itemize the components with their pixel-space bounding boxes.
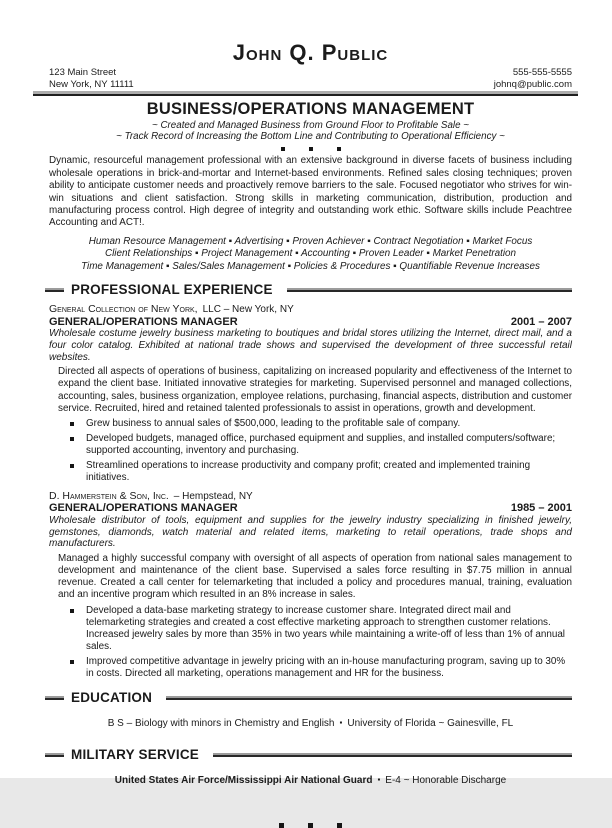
- job-entry-2: [49, 491, 572, 680]
- keywords-block: [49, 236, 572, 274]
- keywords-line-3: Time Management ▪ Sales/Sales Management ▪ Policies & Procedures ▪ Quantifiable Revenue Increases: [81, 260, 540, 272]
- job-bullet-list: [49, 418, 572, 484]
- job-bullet: Developed budgets, managed office, purchased equipment and supplies, and installed computers/software; supported accounting, inventory and purchasing.: [49, 433, 572, 457]
- military-line: [49, 774, 572, 787]
- section-title-military: MILITARY SERVICE: [71, 747, 199, 763]
- job-entry-1: [49, 304, 572, 484]
- section-header-education: [45, 690, 572, 705]
- square-icon: [337, 147, 341, 151]
- education-line: [49, 717, 572, 730]
- section-header-military: [45, 747, 572, 762]
- tagline-1: ~ Created and Managed Business from Ground Floor to Profitable Sale ~: [152, 120, 469, 131]
- company-location: LLC – New York, NY: [202, 304, 294, 316]
- footer-squares-separator: [49, 823, 572, 828]
- section-header-experience: [45, 282, 572, 297]
- military-branch: United States Air Force/Mississippi Air National Guard: [114, 775, 373, 787]
- square-icon: [337, 823, 342, 828]
- job-overview: Managed a highly successful company with oversight of all aspects of operation from national sales management to development and maintenance of the client base. Supervised a sales force resulting in $7.75 million in annual revenue. Created a call center for telemarketing that included a policy and procedures manual, training, evaluation and an incentive program which resulted in an 8% increase in sales.: [58, 552, 572, 601]
- company-location: – Hempstead, NY: [173, 490, 253, 502]
- summary-paragraph: Dynamic, resourceful management professional with an extensive background in diverse facets of business including wholesale operations in brick-and-mortar and Internet-based environments. Refined sales closing techniques; proven ability to anticipate customer needs and proactively remove barriers to the sale. Focused negotiator who strives for win-win situations and client satisfaction. Strong skills in marketing communication, distribution, production and manufacturing process control. High degree of integrity and outstanding work ethic. Software skills include Peachtree Accounting and ACT!.: [49, 155, 572, 229]
- job-title: GENERAL/OPERATIONS MANAGER: [49, 502, 238, 515]
- section-rule-right: [213, 753, 572, 757]
- contact-phone-email: [494, 67, 572, 90]
- address-line-2: New York, NY 11111: [49, 78, 134, 90]
- square-icon: [309, 147, 313, 151]
- section-rule-left: [45, 753, 64, 757]
- square-icon: [279, 823, 284, 828]
- contact-block: [49, 67, 572, 90]
- company-line: [49, 491, 572, 503]
- job-title: GENERAL/OPERATIONS MANAGER: [49, 315, 238, 328]
- company-description: Wholesale distributor of tools, equipment and supplies for the jewelry industry specializing in finished jewelry, gemstones, diamonds, watch material and related items, marketing to retail operations, trade shops and manufacturers.: [49, 514, 572, 550]
- section-title-education: EDUCATION: [71, 690, 153, 706]
- job-bullet: Grew business to annual sales of $500,000, leading to the profitable sale of company.: [49, 418, 572, 430]
- keywords-line-1: Human Resource Management ▪ Advertising ▪ Proven Achiever ▪ Contract Negotiation ▪ Market Focus: [88, 235, 533, 247]
- square-icon: [308, 823, 313, 828]
- company-description: Wholesale costume jewelry business marketing to boutiques and bridal stores utilizing the Internet, direct mail, and a four color catalog. Exhibited at national trade shows and supervised the development of three successful retail websites.: [49, 328, 572, 363]
- company-name: D. Hammerstein & Son, Inc.: [49, 489, 169, 502]
- square-bullet-icon: ▪: [339, 718, 343, 728]
- job-bullet: Streamlined operations to increase productivity and company profit; created and implemented training initiatives.: [49, 460, 572, 484]
- job-dates: 1985 – 2001: [510, 502, 572, 515]
- section-rule-right: [287, 288, 572, 292]
- address-line-1: 123 Main Street: [49, 67, 117, 78]
- job-bullet: Developed a data-base marketing strategy to increase customer share. Integrated direct mail and telemarketing strategies and created a cost effective marketing approach to strengthen customer relations. Increased jewelry sales by more than 35% in two years while maintaining a write-off of less than 1% of annual sales.: [49, 605, 572, 654]
- keywords-line-2: Client Relationships ▪ Project Management ▪ Accounting ▪ Proven Leader ▪ Market Penetration: [104, 248, 517, 260]
- section-title-experience: PROFESSIONAL EXPERIENCE: [71, 282, 273, 298]
- company-name: General Collection of New York,: [49, 303, 198, 316]
- job-title-row: [49, 502, 572, 515]
- header-divider: [33, 91, 578, 96]
- squares-separator: [49, 147, 572, 151]
- school-text: University of Florida ~ Gainesville, FL: [347, 718, 514, 730]
- degree-text: B S – Biology with minors in Chemistry and English: [107, 718, 335, 730]
- job-bullet: Improved competitive advantage in jewelry pricing with an in-house manufacturing program, saving up to 30% in costs. Directed all marketing, operations management and HR for the business.: [49, 656, 572, 680]
- section-rule-right: [166, 696, 572, 700]
- company-line: [49, 304, 572, 316]
- job-bullet-list: [49, 605, 572, 681]
- square-icon: [281, 147, 285, 151]
- job-title-row: [49, 316, 572, 329]
- section-rule-left: [45, 696, 64, 700]
- military-detail: E-4 ~ Honorable Discharge: [385, 775, 507, 787]
- phone-number: 555-555-5555: [512, 67, 572, 78]
- resume-headline: BUSINESS/OPERATIONS MANAGEMENT: [146, 100, 475, 118]
- job-overview: Directed all aspects of operations of business, capitalizing on increased popularity and effectiveness of the Internet to expand the client base. Initiated innovative strategies for marketing. Supervised personnel and managed collections, accounting, sales, business organization, employee relations, purchasing, financial aspects, distribution and customer service. Recruited, hired and retained talented professionals to assist in operations, growth and development.: [58, 366, 572, 414]
- person-name: John Q. Public: [232, 40, 389, 65]
- square-bullet-icon: ▪: [377, 775, 381, 785]
- tagline-2: ~ Track Record of Increasing the Bottom Line and Contributing to Operational Efficiency ~: [116, 131, 505, 143]
- contact-address: [49, 67, 134, 90]
- job-dates: 2001 – 2007: [510, 315, 572, 328]
- email-address: johnq@public.com: [493, 78, 572, 90]
- section-rule-left: [45, 288, 64, 292]
